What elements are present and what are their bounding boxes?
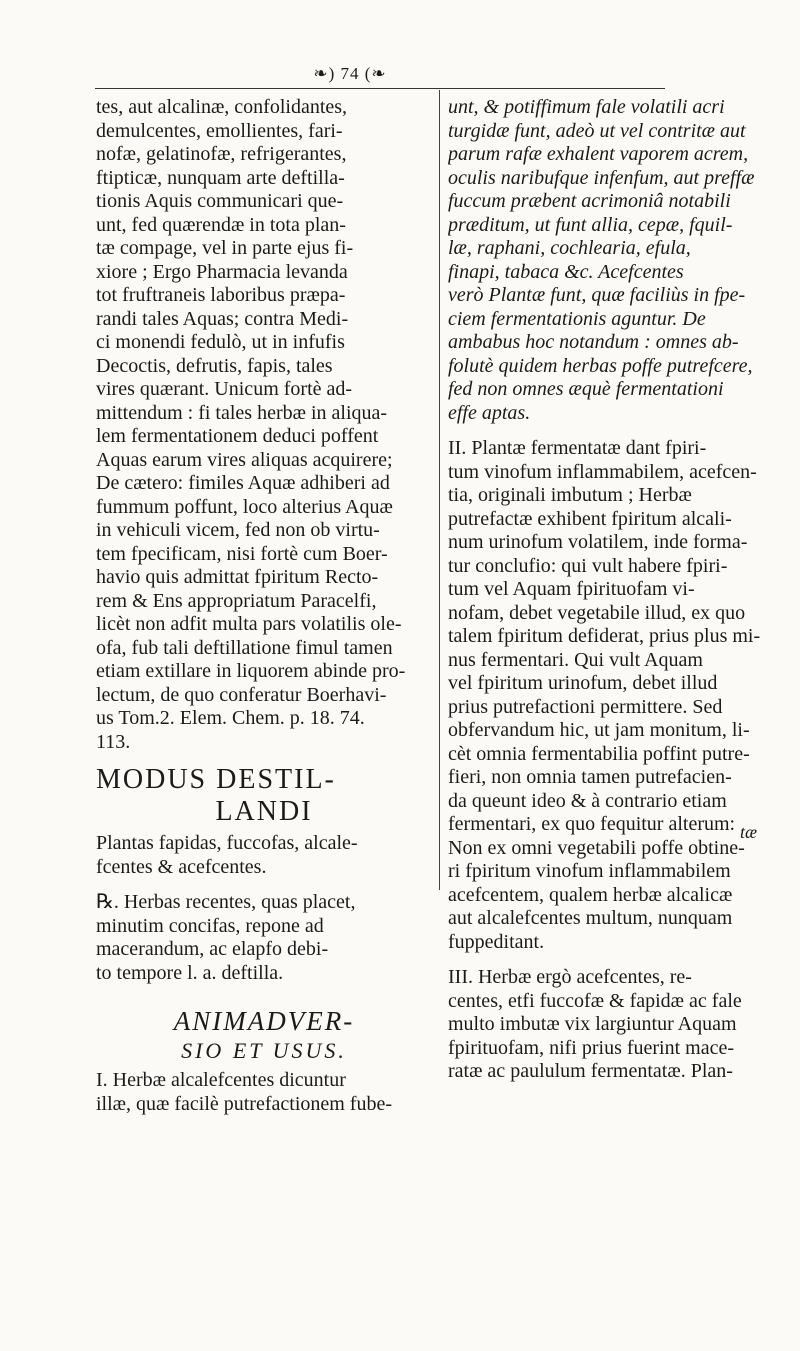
text-line: tur conclufio: qui vult habere fpiri- <box>448 554 728 577</box>
text-line: to tempore l. a. deftilla. <box>96 961 284 984</box>
text-line: tum vinofum inflammabilem, acefcen- <box>448 460 757 483</box>
text-line: ci monendi fedulò, ut in infufis <box>96 331 345 353</box>
left-column <box>96 96 432 1116</box>
section-heading-animadversio: ANIMADVER- <box>173 1006 355 1036</box>
text-line: fed non omnes æquè fermentationi <box>448 378 724 400</box>
left-paragraph-2 <box>96 832 432 879</box>
text-line: vires quærant. Unicum fortè ad- <box>96 378 353 400</box>
text-line: III. Herbæ ergò acefcentes, re- <box>448 966 692 988</box>
text-line: nofæ, gelatinofæ, refrigerantes, <box>96 143 347 165</box>
text-line: obfervandum hic, ut jam monitum, li- <box>448 719 750 741</box>
text-line: tia, originali imbutum ; Herbæ <box>448 484 692 506</box>
text-line: verò Plantæ funt, quæ faciliùs in fpe- <box>448 284 746 306</box>
text-line: putrefactæ exhibent fpiritum alcali- <box>448 507 732 530</box>
left-paragraph-1 <box>96 96 432 754</box>
left-paragraph-4 <box>96 1069 432 1116</box>
text-line: centes, etfi fuccofæ & fapidæ ac fale <box>448 989 742 1012</box>
text-line: oculis naribufque infenfum, aut preffæ <box>448 166 755 189</box>
right-column <box>448 96 763 1084</box>
text-line: tum vel Aquam fpirituofam vi- <box>448 578 695 600</box>
catchword: tæ <box>740 822 758 842</box>
text-line: rem & Ens appropriatum Paracelfi, <box>96 589 377 612</box>
text-line: parum rafæ exhalent vaporem acrem, <box>448 143 749 165</box>
text-line: præditum, ut funt allia, cepæ, fquil- <box>448 213 733 236</box>
text-line: tes, aut alcalinæ, confolidantes, <box>96 96 348 118</box>
text-line: De cætero: fimiles Aquæ adhiberi ad <box>96 472 390 494</box>
text-line: Decoctis, defrutis, fapis, tales <box>96 354 333 377</box>
section-heading-animadversio-cont: SIO ET USUS. <box>181 1038 347 1063</box>
text-line: mittendum : fi tales herbæ in aliqua- <box>96 401 388 424</box>
text-line: cèt omnia fermentabilia poffint putre- <box>448 742 750 765</box>
text-line: vel fpiritum urinofum, debet illud <box>448 672 718 694</box>
section-heading-modus-cont: LANDI <box>215 796 313 827</box>
left-paragraph-3 <box>96 891 432 985</box>
text-line: fuppeditant. <box>448 930 545 953</box>
text-line: fcentes & acefcentes. <box>96 855 267 878</box>
text-line: lem fermentationem deduci poffent <box>96 425 379 447</box>
text-line: talem fpiritum defiderat, prius plus mi- <box>448 625 761 647</box>
text-line: ciem fermentationis aguntur. De <box>448 307 706 330</box>
text-line: lectum, de quo conferatur Boerhavi- <box>96 683 387 706</box>
text-line: in vehiculi vicem, fed non ob virtu- <box>96 519 380 541</box>
text-line: Plantas fapidas, fuccofas, alcale- <box>96 832 358 854</box>
right-paragraph-1 <box>448 96 763 425</box>
header-rule <box>95 88 665 89</box>
text-line: tem fpecificam, nisi fortè cum Boer- <box>96 542 388 565</box>
page-number: ❧) 74 (❧ <box>295 64 405 84</box>
text-line: læ, raphani, cochlearia, efula, <box>448 237 691 259</box>
text-line: minutim concifas, repone ad <box>96 914 324 937</box>
text-line: 113. <box>96 730 131 753</box>
text-line: folutè quidem herbas poffe putrefcere, <box>448 354 753 377</box>
text-line: havio quis admittat fpiritum Recto- <box>96 566 379 588</box>
text-line: licèt non adfit multa pars volatilis ole- <box>96 613 402 635</box>
text-line: acefcentem, qualem herbæ alcalicæ <box>448 883 733 906</box>
text-line: Aquas earum vires aliquas acquirere; <box>96 448 393 471</box>
text-line: fieri, non omnia tamen putrefacien- <box>448 766 732 788</box>
text-line: illæ, quæ facilè putrefactionem fube- <box>96 1092 393 1115</box>
text-line: tæ compage, vel in parte ejus fi- <box>96 237 354 259</box>
text-line: tot fruftraneis laboribus præpa- <box>96 284 346 306</box>
text-line: fermentari, ex quo fequitur alterum: <box>448 813 736 835</box>
text-line: randi tales Aquas; contra Medi- <box>96 307 349 330</box>
text-line: macerandum, ac elapfo debi- <box>96 938 329 960</box>
text-line: ratæ ac paululum fermentatæ. Plan- <box>448 1060 733 1082</box>
text-line: turgidæ funt, adeò ut vel contritæ aut <box>448 119 746 142</box>
text-line: unt, fed quærendæ in tota plan- <box>96 213 346 236</box>
text-line: ftipticæ, nunquam arte deftilla- <box>96 166 345 189</box>
column-divider <box>439 90 440 890</box>
text-line: ambabus hoc notandum : omnes ab- <box>448 331 739 353</box>
text-line: demulcentes, emollientes, fari- <box>96 119 343 142</box>
text-line: prius putrefactioni permittere. Sed <box>448 695 723 718</box>
text-line: num urinofum volatilem, inde forma- <box>448 531 748 553</box>
right-paragraph-2 <box>448 437 763 954</box>
text-line: da queunt ideo & à contrario etiam <box>448 789 727 812</box>
text-line: ℞. Herbas recentes, quas placet, <box>96 891 356 913</box>
text-line: us Tom.2. Elem. Chem. p. 18. 74. <box>96 707 365 729</box>
text-line: Non ex omni vegetabili poffe obtine- <box>448 836 745 859</box>
page-header <box>95 64 665 94</box>
text-line: finapi, tabaca &c. Acefcentes <box>448 260 684 283</box>
text-line: ri fpiritum vinofum inflammabilem <box>448 860 731 882</box>
section-heading-modus: MODUS DESTIL- <box>96 764 336 795</box>
text-line: II. Plantæ fermentatæ dant fpiri- <box>448 437 707 459</box>
text-line: xiore ; Ergo Pharmacia levanda <box>96 260 348 283</box>
text-line: nofam, debet vegetabile illud, ex quo <box>448 601 746 624</box>
text-line: aut alcalefcentes multum, nunquam <box>448 907 733 929</box>
text-line: fuccum præbent acrimoniâ notabili <box>448 190 731 212</box>
text-line: multo imbutæ vix largiuntur Aquam <box>448 1013 737 1035</box>
text-line: fpirituofam, nifi prius fuerint mace- <box>448 1036 735 1059</box>
text-line: ofa, fub tali deftillatione fimul tamen <box>96 636 393 659</box>
right-paragraph-3 <box>448 966 763 1084</box>
text-line: tionis Aquis communicari que- <box>96 190 344 212</box>
text-line: I. Herbæ alcalefcentes dicuntur <box>96 1069 346 1091</box>
text-line: nus fermentari. Qui vult Aquam <box>448 648 703 671</box>
text-line: effe aptas. <box>448 401 531 424</box>
text-line: unt, & potiffimum fale volatili acri <box>448 96 725 118</box>
text-line: etiam extillare in liquorem abinde pro- <box>96 660 406 682</box>
text-line: fummum poffunt, loco alterius Aquæ <box>96 495 393 518</box>
